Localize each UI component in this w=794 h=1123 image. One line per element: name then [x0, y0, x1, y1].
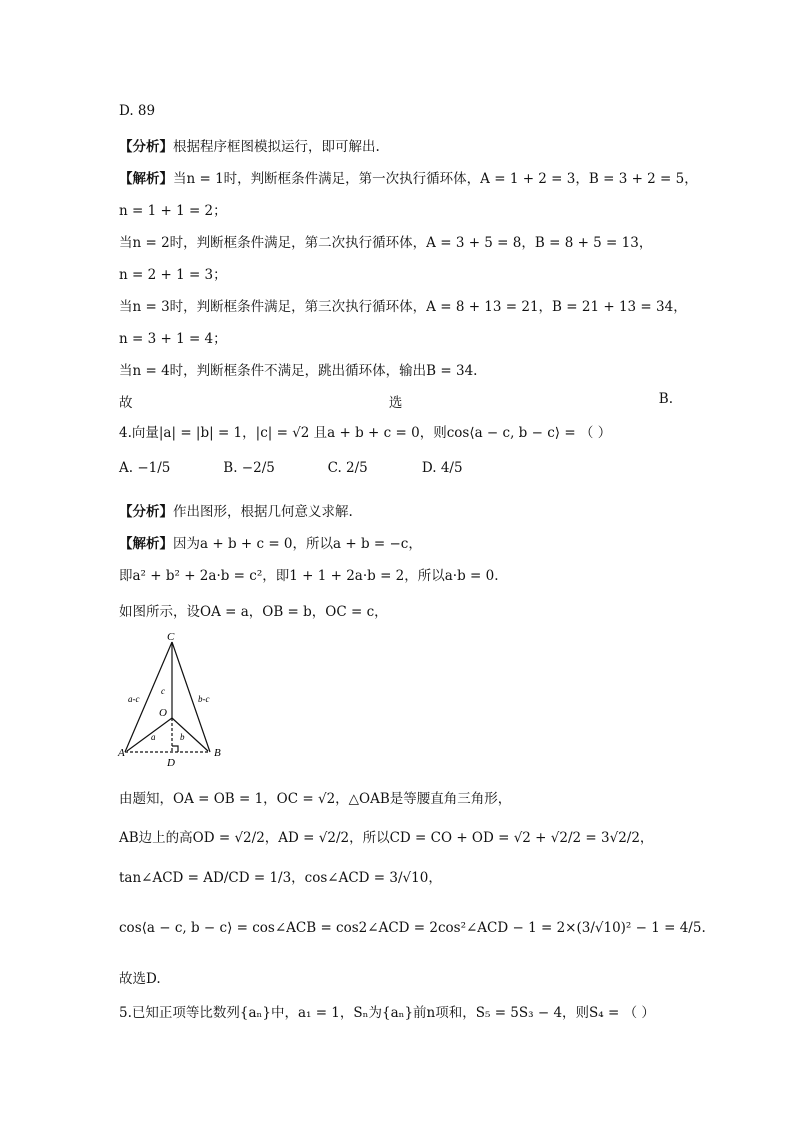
solution-line-3: 当n = 2时，判断框条件满足，第二次执行循环体，A = 3 + 5 = 8，B = 8 + 5 = 13， — [119, 235, 653, 251]
question-5-stem: 5.已知正项等比数列{aₙ}中，a₁ = 1，Sₙ为{aₙ}前n项和，S₅ = 5S₃ − 4，则S₄ = （ ） — [119, 1005, 655, 1021]
solution-line-2: n = 1 + 1 = 2； — [119, 203, 227, 219]
label-b-minus-c: b-c — [198, 694, 210, 704]
q4-solution-3: 如图所示，设OA = a，OB = b，OC = c， — [119, 604, 388, 620]
analysis-text: 根据程序框图模拟运行，即可解出. — [173, 139, 380, 155]
q4-solution-5: AB边上的高OD = √2/2，AD = √2/2，所以CD = CO + OD = √2 + √2/2 = 3√2/2， — [119, 830, 654, 846]
solution-line-7: 当n = 4时，判断框条件不满足，跳出循环体，输出B = 34. — [119, 363, 478, 379]
conclusion-line: 故 选 B. — [119, 391, 673, 411]
option-c: C. 2/5 — [327, 460, 368, 476]
option-d: D. 4/5 — [421, 460, 463, 476]
label-a-minus-c: a-c — [128, 694, 140, 704]
q4-solution-4: 由题知，OA = OB = 1，OC = √2，△OAB是等腰直角三角形， — [119, 791, 512, 807]
label-A: A — [118, 747, 125, 759]
label-C: C — [167, 631, 175, 643]
label-c: c — [161, 686, 165, 696]
option-d: D. 89 — [119, 103, 156, 119]
label-D: D — [167, 757, 175, 768]
label-a: a — [151, 732, 156, 742]
q4-solution-1: 【解析】因为a + b + c = 0，所以a + b = −c， — [119, 536, 422, 552]
solution-line-5: 当n = 3时，判断框条件满足，第三次执行循环体，A = 8 + 13 = 21，B = 21 + 13 = 34， — [119, 299, 687, 315]
question-4-stem: 4.向量|a| = |b| = 1，|c| = √2 且a + b + c = 0，则cos⟨a − c, b − c⟩ = （ ） — [119, 425, 612, 441]
label-O: O — [159, 707, 167, 719]
q4-answer: 故选D. — [119, 971, 161, 987]
q4-solution-2: 即a² + b² + 2a·b = c²，即1 + 1 + 2a·b = 2，所以a·b = 0. — [119, 568, 499, 584]
question-4-options — [119, 460, 512, 476]
solution-line-1: 【解析】当n = 1时，判断框条件满足，第一次执行循环体，A = 1 + 2 = 3，B = 3 + 2 = 5， — [119, 171, 698, 187]
label-B: B — [214, 747, 221, 759]
solution-line-6: n = 3 + 1 = 4； — [119, 331, 227, 347]
solution-tag: 【解析】 — [119, 171, 173, 187]
q4-solution-7: cos⟨a − c, b − c⟩ = cos∠ACB = cos2∠ACD = 2cos²∠ACD − 1 = 2×(3/√10)² − 1 = 4/5. — [119, 920, 706, 936]
triangle-figure — [114, 628, 234, 768]
q4-analysis: 【分析】作出图形，根据几何意义求解. — [119, 504, 353, 520]
analysis-tag: 【分析】 — [119, 139, 173, 155]
q4-solution-6: tan∠ACD = AD/CD = 1/3，cos∠ACD = 3/√10， — [119, 870, 442, 886]
option-b: B. −2/5 — [223, 460, 275, 476]
analysis-line — [119, 135, 380, 155]
label-b: b — [180, 732, 185, 742]
option-a: A. −1/5 — [119, 460, 171, 476]
solution-line-4: n = 2 + 1 = 3； — [119, 267, 227, 283]
